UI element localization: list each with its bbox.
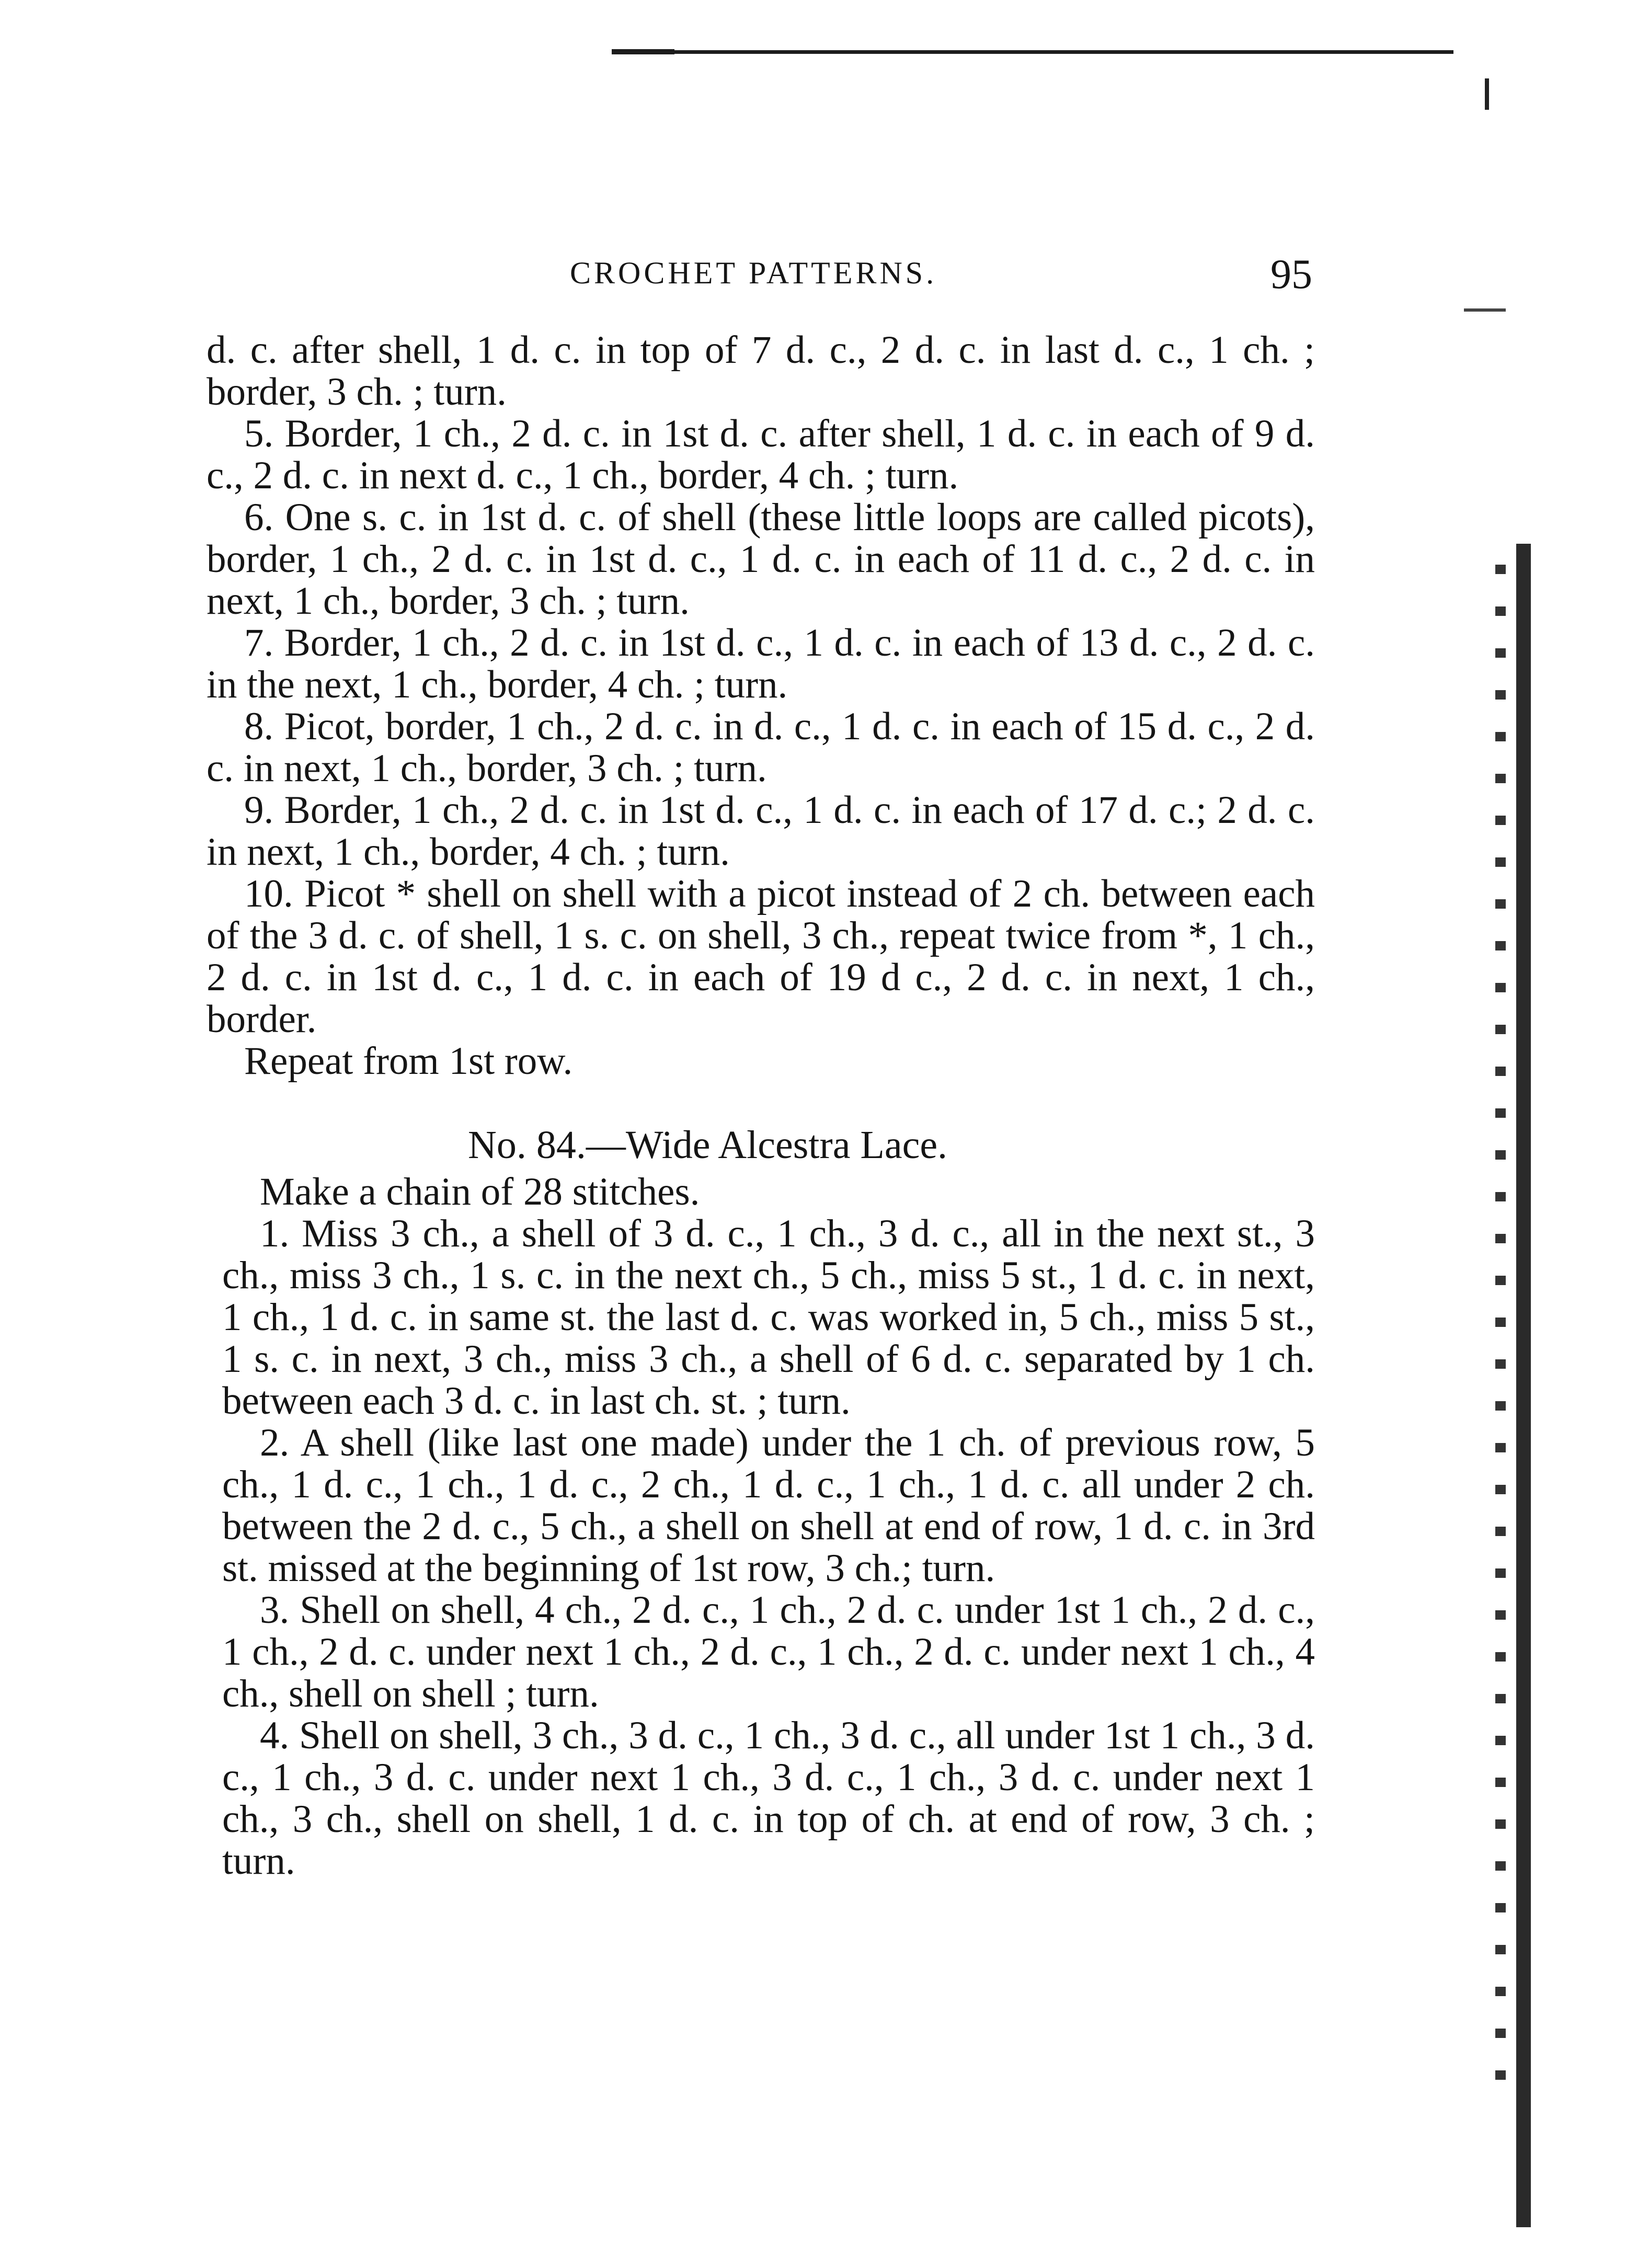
paragraph-continuation: d. c. after shell, 1 d. c. in top of 7 d. c., 2 d. c. in last d. c., 1 ch. ; border, 3 ch. ; turn.: [207, 328, 1315, 414]
paragraph-row-5: 5. Border, 1 ch., 2 d. c. in 1st d. c. after shell, 1 d. c. in each of 9 d. c., 2 d. c. in next d. c., 1 ch., border, 4 ch. ; turn.: [207, 412, 1315, 497]
paragraph-row-9: 9. Border, 1 ch., 2 d. c. in 1st d. c., 1 d. c. in each of 17 d. c.; 2 d. c. in next, 1 ch., border, 4 ch. ; turn.: [207, 788, 1315, 874]
paragraph-repeat: Repeat from 1st row.: [244, 1039, 573, 1083]
paragraph-row-6: 6. One s. c. in 1st d. c. of shell (these little loops are called picots), border, 1 ch., 2 d. c. in 1st d. c., 1 d. c. in each of 11 d. c., 2 d. c. in next, 1 ch., border, 3 ch. ; turn.: [207, 496, 1315, 623]
page-header: [570, 251, 1312, 298]
paragraph-row-10: 10. Picot * shell on shell with a picot instead of 2 ch. between each of the 3 d. c. of shell, 1 s. c. on shell, 3 ch., repeat twice from *, 1 ch., 2 d. c. in 1st d. c., 1 d. c. in each of 19 d c., 2 d. c. in next, 1 ch., border.: [207, 872, 1315, 1041]
page-number: 95: [1270, 251, 1312, 297]
section1-text: [207, 329, 1315, 1082]
paragraph-row-1: 1. Miss 3 ch., a shell of 3 d. c., 1 ch., 3 d. c., all in the next st., 3 ch., miss 3 ch., 1 s. c. in the next ch., 5 ch., miss 5 st., 1 d. c. in next, 1 ch., 1 d. c. in same st. the last d. c. was worked in, 5 ch., miss 5 st., 1 s. c. in next, 3 ch., miss 3 ch., a shell of 6 d. c. separated by 1 ch. between each 3 d. c. in last ch. st. ; turn.: [222, 1212, 1315, 1423]
edge-mark: [1485, 78, 1489, 110]
top-rule: [612, 50, 1453, 54]
section2-text: [222, 1171, 1315, 1882]
section-heading: No. 84.—Wide Alcestra Lace.: [468, 1123, 948, 1167]
margin-ticks: [1495, 565, 1506, 2081]
paragraph-row-3: 3. Shell on shell, 4 ch., 2 d. c., 1 ch., 2 d. c. under 1st 1 ch., 2 d. c., 1 ch., 2 d. c. under next 1 ch., 2 d. c., 1 ch., 2 d. c. under next 1 ch., 4 ch., shell on shell ; turn.: [222, 1588, 1315, 1715]
running-title: CROCHET PATTERNS.: [570, 256, 937, 290]
paragraph-row-7: 7. Border, 1 ch., 2 d. c. in 1st d. c., 1 d. c. in each of 13 d. c., 2 d. c. in the next, 1 ch., border, 4 ch. ; turn.: [207, 621, 1315, 706]
top-rule-thick: [612, 49, 674, 54]
paragraph-row-4: 4. Shell on shell, 3 ch., 3 d. c., 1 ch., 3 d. c., all under 1st 1 ch., 3 d. c., 1 ch., 3 d. c. under next 1 ch., 3 d. c., 1 ch., 3 d. c. under next 1 ch., 3 ch., shell on shell, 1 d. c. in top of ch. at end of row, 3 ch. ; turn.: [222, 1714, 1315, 1883]
paragraph-chain: Make a chain of 28 stitches.: [260, 1170, 700, 1213]
margin-bar: [1516, 544, 1531, 2227]
corner-mark: [1464, 308, 1506, 312]
paragraph-row-8: 8. Picot, border, 1 ch., 2 d. c. in d. c., 1 d. c. in each of 15 d. c., 2 d. c. in next, 1 ch., border, 3 ch. ; turn.: [207, 705, 1315, 790]
paragraph-row-2: 2. A shell (like last one made) under the 1 ch. of previous row, 5 ch., 1 d. c., 1 ch., 1 d. c., 2 ch., 1 d. c., 1 ch., 1 d. c. all under 2 ch. between the 2 d. c., 5 ch., a shell on shell at end of row, 1 d. c. in 3rd st. missed at the beginning of 1st row, 3 ch.; turn.: [222, 1421, 1315, 1590]
